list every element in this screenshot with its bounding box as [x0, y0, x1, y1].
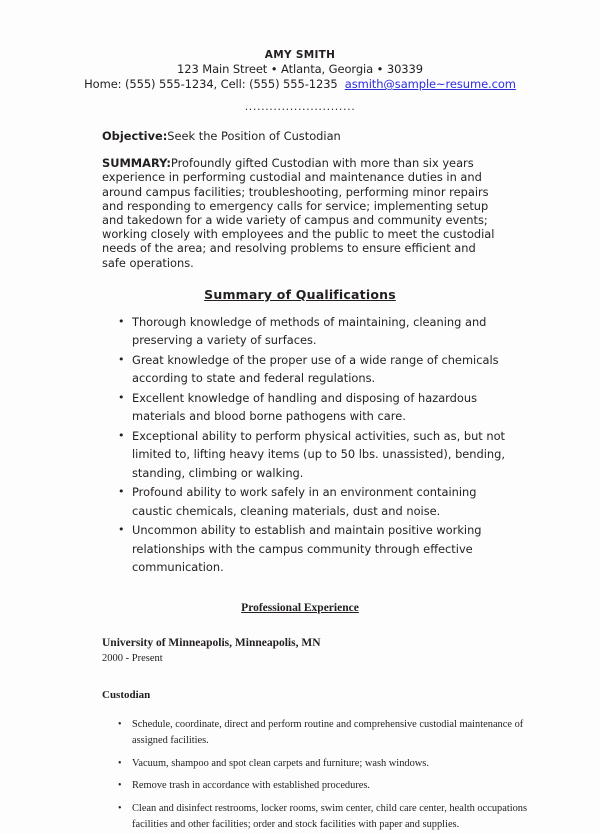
duties-list	[118, 717, 530, 834]
list-item: • Excellent knowledge of handling and disposing of hazardous materials and blood borne pathogens with care.	[118, 389, 512, 426]
qualifications-list	[118, 313, 512, 577]
phone-numbers: Home: (555) 555-1234, Cell: (555) 555-1235	[84, 77, 338, 91]
employer-name: University of Minneapolis, Minneapolis, MN	[102, 636, 321, 649]
objective-section	[102, 129, 500, 143]
list-item: • Schedule, coordinate, direct and perform routine and comprehensive custodial maintenance of assigned facilities.	[118, 717, 530, 750]
summary-text: Profoundly gifted Custodian with more than six years experience in performing custodial and maintenance duties in and around campus facilities; troubleshooting, performing minor repairs and responding to emergency calls for service; implementing setup and takedown for a wide variety of campus and community events; working closely with employees and the public to meet the custodial needs of the area; and resolving problems to ensure efficient and safe operations.	[102, 156, 495, 270]
candidate-contact	[0, 77, 600, 92]
job-title: Custodian	[102, 688, 151, 701]
list-item: • Remove trash in accordance with established procedures.	[118, 778, 530, 795]
qualifications-heading: Summary of Qualifications	[204, 286, 396, 302]
candidate-name: AMY SMITH	[264, 49, 336, 61]
list-item: • Thorough knowledge of methods of maintaining, cleaning and preserving a variety of surfaces.	[118, 313, 512, 350]
email-link[interactable]: asmith@sample~resume.com	[344, 77, 516, 91]
objective-label: Objective:	[102, 129, 168, 143]
experience-heading: Professional Experience	[241, 601, 359, 614]
resume-header	[0, 0, 600, 113]
list-item: • Uncommon ability to establish and maintain positive working relationships with the campus community through effective communication.	[118, 521, 512, 577]
summary-label: SUMMARY:	[102, 156, 171, 171]
list-item: • Profound ability to work safely in an environment containing caustic chemicals, cleaning materials, dust and noise.	[118, 483, 512, 520]
list-item: • Exceptional ability to perform physical activities, such as, but not limited to, lifting heavy items (up to 50 lbs. unassisted), bending, standing, climbing or walking.	[118, 427, 512, 483]
summary-section	[102, 156, 500, 270]
objective-text: Seek the Position of Custodian	[167, 129, 341, 143]
experience-section	[0, 602, 600, 834]
employment-dates: 2000 - Present	[102, 652, 163, 664]
list-item: • Vacuum, shampoo and spot clean carpets and furniture; wash windows.	[118, 756, 530, 773]
header-divider: ...........................	[244, 100, 356, 113]
candidate-address: 123 Main Street • Atlanta, Georgia • 30339	[177, 62, 423, 76]
list-item: • Clean and disinfect restrooms, locker rooms, swim center, child care center, health occupations facilities and other facilities; order and stock facilities with paper and supplies.	[118, 801, 530, 834]
list-item: • Great knowledge of the proper use of a wide range of chemicals according to state and federal regulations.	[118, 351, 512, 388]
